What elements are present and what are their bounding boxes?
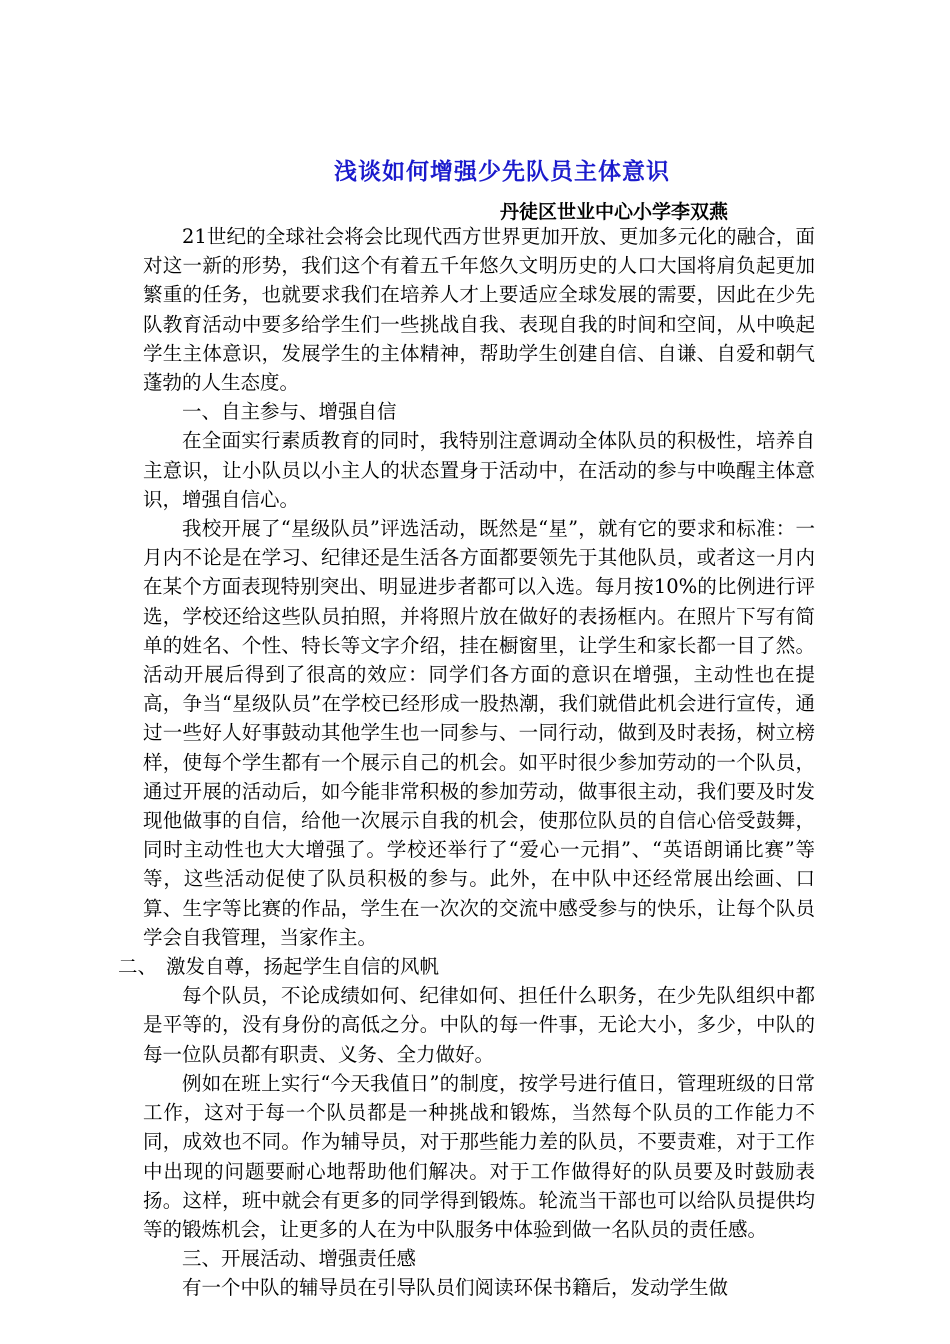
author-line: 丹徒区世业中心小学李双燕 [500,201,729,223]
paragraph-section1-a: 在全面实行素质教育的同时，我特别注意调动全体队员的积极性，培养自主意识，让小队员以小主人的状态置身于活动中，在活动的参与中唤醒主体意识，增强自信心。 [143,429,815,511]
section-heading-2 [118,952,815,981]
section-heading-3: 三、开展活动、增强责任感 [182,1247,417,1271]
paragraph-intro: 21世纪的全球社会将会比现代西方世界更加开放、更加多元化的融合，面对这一新的形势，我们这个有着五千年悠久文明历史的人口大国将肩负起更加繁重的任务，也就要求我们在培养人才上要适应全球发展的需要，因此在少先队教育活动中要多给学生们一些挑战自我、表现自我的时间和空间，从中唤起学生主体意识，发展学生的主体精神，帮助学生创建自信、自谦、自爱和朝气蓬勃的人生态度。 [143,225,815,395]
document-title: 浅谈如何增强少先队员主体意识 [334,159,670,185]
section-heading-1: 一、自主参与、增强自信 [182,400,397,424]
paragraph-section2-b: 例如在班上实行“今天我值日”的制度，按学号进行值日，管理班级的日常工作，这对于每一个队员都是一种挑战和锻炼，当然每个队员的工作能力不同，成效也不同。作为辅导员，对于那些能力差的队员，不要责难，对于工作中出现的问题要耐心地帮助他们解决。对于工作做得好的队员要及时鼓励表扬。这样，班中就会有更多的同学得到锻炼。轮流当干部也可以给队员提供均等的锻炼机会，让更多的人在为中队服务中体验到做一名队员的责任感。 [143,1071,815,1241]
paragraph-section1-b: 我校开展了“星级队员”评选活动，既然是“星”，就有它的要求和标准：一月内不论是在学习、纪律还是生活各方面都要领先于其他队员，或者这一月内在某个方面表现特别突出、明显进步者都可以入选。每月按10%的比例进行评选，学校还给这些队员拍照，并将照片放在做好的表扬框内。在照片下写有简单的姓名、个性、特长等文字介绍，挂在橱窗里，让学生和家长都一目了然。活动开展后得到了很高的效应：同学们各方面的意识在增强，主动性也在提高，争当“星级队员”在学校已经形成一股热潮，我们就借此机会进行宣传，通过一些好人好事鼓动其他学生也一同参与、一同行动，做到及时表扬，树立榜样，使每个学生都有一个展示自己的机会。如平时很少参加劳动的一个队员，通过开展的活动后，如今能非常积极的参加劳动，做事很主动，我们要及时发现他做事的自信，给他一次展示自我的机会，使那位队员的自信心倍受鼓舞，同时主动性也大大增强了。学校还举行了“爱心一元捐”、“英语朗诵比赛”等等，这些活动促使了队员积极的参与。此外，在中队中还经常展出绘画、口算、生字等比赛的作品，学生在一次次的交流中感受参与的快乐，让每个队员学会自我管理，当家作主。 [143,517,815,949]
paragraph-section3-a: 有一个中队的辅导员在引导队员们阅读环保书籍后，发动学生做 [182,1276,729,1300]
section-heading-2-number: 二、 [118,955,158,979]
section-heading-2-text: 激发自尊，扬起学生自信的风帆 [166,955,440,979]
paragraph-section2-a: 每个队员，不论成绩如何、纪律如何、担任什么职务，在少先队组织中都是平等的，没有身份的高低之分。中队的每一件事，无论大小，多少，中队的每一位队员都有职责、义务、全力做好。 [143,984,815,1066]
document-body [118,222,815,1303]
